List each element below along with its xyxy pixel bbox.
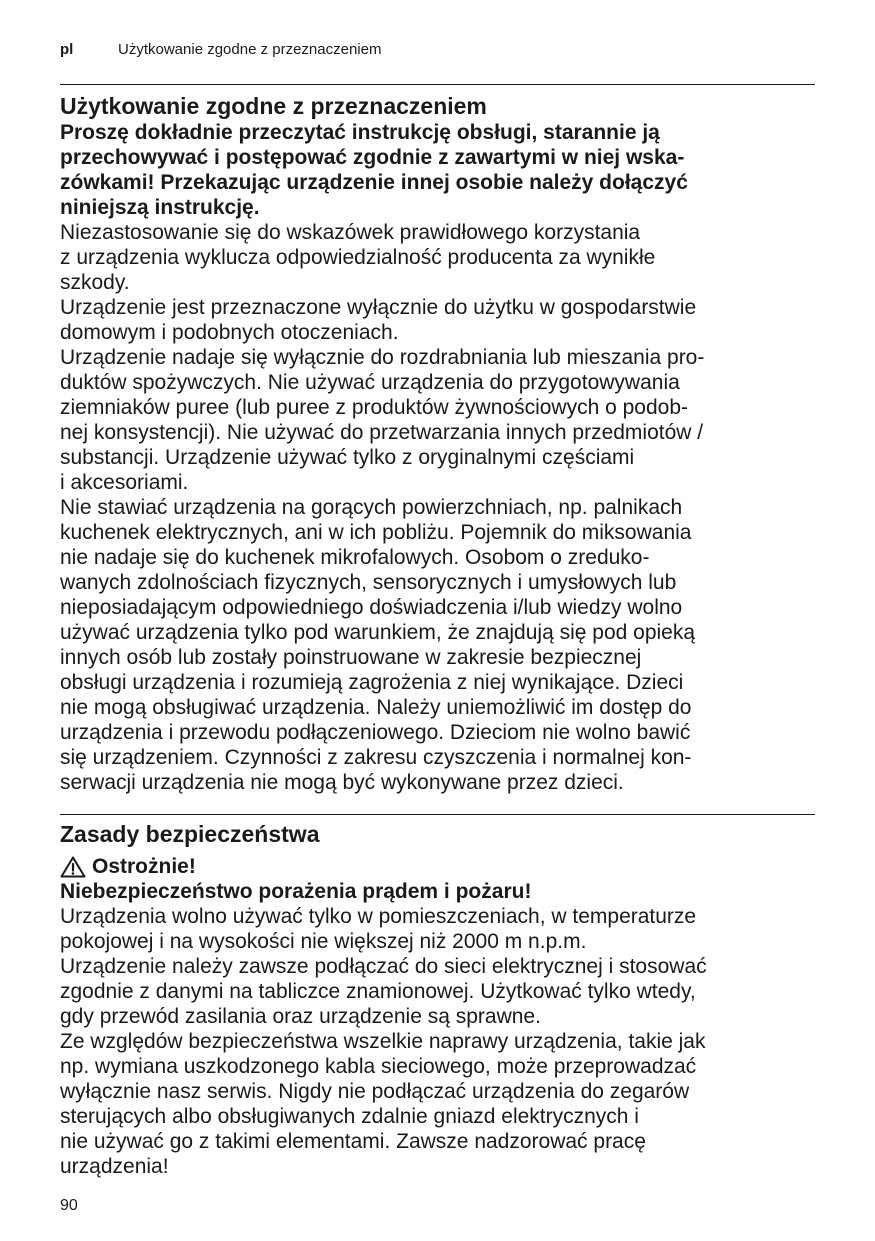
safety-text-block <box>60 904 820 1179</box>
text-line: innych osób lub zostały poinstruowane w zakresie bezpiecznej <box>60 646 642 669</box>
bold-line: przechowywać i postępować zgodnie z zawartymi w niej wska- <box>60 146 685 169</box>
text-line: nie używać go z takimi elementami. Zawsze nadzorować pracę <box>60 1130 646 1153</box>
language-code: pl <box>60 41 74 58</box>
text-line: pokojowej i na wysokości nie większej niż 2000 m n.p.m. <box>60 930 587 953</box>
text-line: nie mogą obsługiwać urządzenia. Należy uniemożliwić im dostęp do <box>60 696 692 719</box>
text-line: nej konsystencji). Nie używać do przetwarzania innych przedmiotów / <box>60 421 704 444</box>
text-line: serwacji urządzenia nie mogą być wykonywane przez dzieci. <box>60 771 624 794</box>
text-line: kuchenek elektrycznych, ani w ich pobliżu. Pojemnik do miksowania <box>60 521 692 544</box>
text-line: się urządzeniem. Czynności z zakresu czyszczenia i normalnej kon- <box>60 746 692 769</box>
text-line: ziemniaków puree (lub puree z produktów żywnościowych o podob- <box>60 396 688 419</box>
bold-line: niniejszą instrukcję. <box>60 196 260 219</box>
section-heading: Użytkowanie zgodne z przeznaczeniem <box>60 93 487 119</box>
text-line: domowym i podobnych otoczeniach. <box>60 321 399 344</box>
text-line: sterujących albo obsługiwanych zdalnie gniazd elektrycznych i <box>60 1105 639 1128</box>
text-line: wanych zdolnościach fizycznych, sensorycznych i umysłowych lub <box>60 571 677 594</box>
text-line: z urządzenia wyklucza odpowiedzialność producenta za wynikłe <box>60 246 656 269</box>
text-line: i akcesoriami. <box>60 471 189 494</box>
page-header <box>60 40 381 60</box>
bold-line: zówkami! Przekazując urządzenie innej osobie należy dołączyć <box>60 171 688 194</box>
warning-label: Ostrożnie! <box>92 855 196 878</box>
header-title: Użytkowanie zgodne z przeznaczeniem <box>118 41 382 58</box>
text-line: Urządzenie należy zawsze podłączać do sieci elektrycznej i stosować <box>60 955 707 978</box>
text-line: zgodnie z danymi na tabliczce znamionowej. Użytkować tylko wtedy, <box>60 980 696 1003</box>
text-line: duktów spożywczych. Nie używać urządzenia do przygotowywania <box>60 371 680 394</box>
warning-line <box>60 854 820 879</box>
text-line: substancji. Urządzenie używać tylko z oryginalnymi częściami <box>60 446 635 469</box>
text-line: Urządzenia wolno używać tylko w pomieszczeniach, w temperaturze <box>60 905 697 928</box>
danger-title: Niebezpieczeństwo porażenia prądem i pożaru! <box>60 880 532 903</box>
text-line: używać urządzenia tylko pod warunkiem, że znajdują się pod opieką <box>60 621 696 644</box>
intro-bold-block <box>60 120 820 220</box>
section-intended-use <box>60 92 820 795</box>
text-line: wyłącznie nasz serwis. Nigdy nie podłączać urządzenia do zegarów <box>60 1080 690 1103</box>
text-line: Urządzenie nadaje się wyłącznie do rozdrabniania lub mieszania pro- <box>60 346 705 369</box>
text-line: urządzenia i przewodu podłączeniowego. Dzieciom nie wolno bawić <box>60 721 691 744</box>
text-line: szkody. <box>60 271 130 294</box>
section-divider-safety <box>60 814 815 815</box>
text-line: nie nadaje się do kuchenek mikrofalowych. Osobom o zreduko- <box>60 546 650 569</box>
body-text-block <box>60 220 820 795</box>
warning-triangle-icon <box>60 856 86 878</box>
section-divider-top <box>60 84 815 85</box>
section-heading: Zasady bezpieczeństwa <box>60 821 320 847</box>
text-line: Nie stawiać urządzenia na gorących powierzchniach, np. palnikach <box>60 496 683 519</box>
text-line: gdy przewód zasilania oraz urządzenie są sprawne. <box>60 1005 541 1028</box>
text-line: nieposiadającym odpowiedniego doświadczenia i/lub wiedzy wolno <box>60 596 683 619</box>
page-number: 90 <box>60 1197 78 1214</box>
section-safety <box>60 820 820 1179</box>
text-line: obsługi urządzenia i rozumieją zagrożenia z niej wynikające. Dzieci <box>60 671 684 694</box>
text-line: Niezastosowanie się do wskazówek prawidłowego korzystania <box>60 221 641 244</box>
bold-line: Proszę dokładnie przeczytać instrukcję obsługi, starannie ją <box>60 121 660 144</box>
text-line: Ze względów bezpieczeństwa wszelkie naprawy urządzenia, takie jak <box>60 1030 706 1053</box>
text-line: np. wymiana uszkodzonego kabla sieciowego, może przeprowadzać <box>60 1055 697 1078</box>
text-line: Urządzenie jest przeznaczone wyłącznie do użytku w gospodarstwie <box>60 296 697 319</box>
text-line: urządzenia! <box>60 1155 169 1178</box>
